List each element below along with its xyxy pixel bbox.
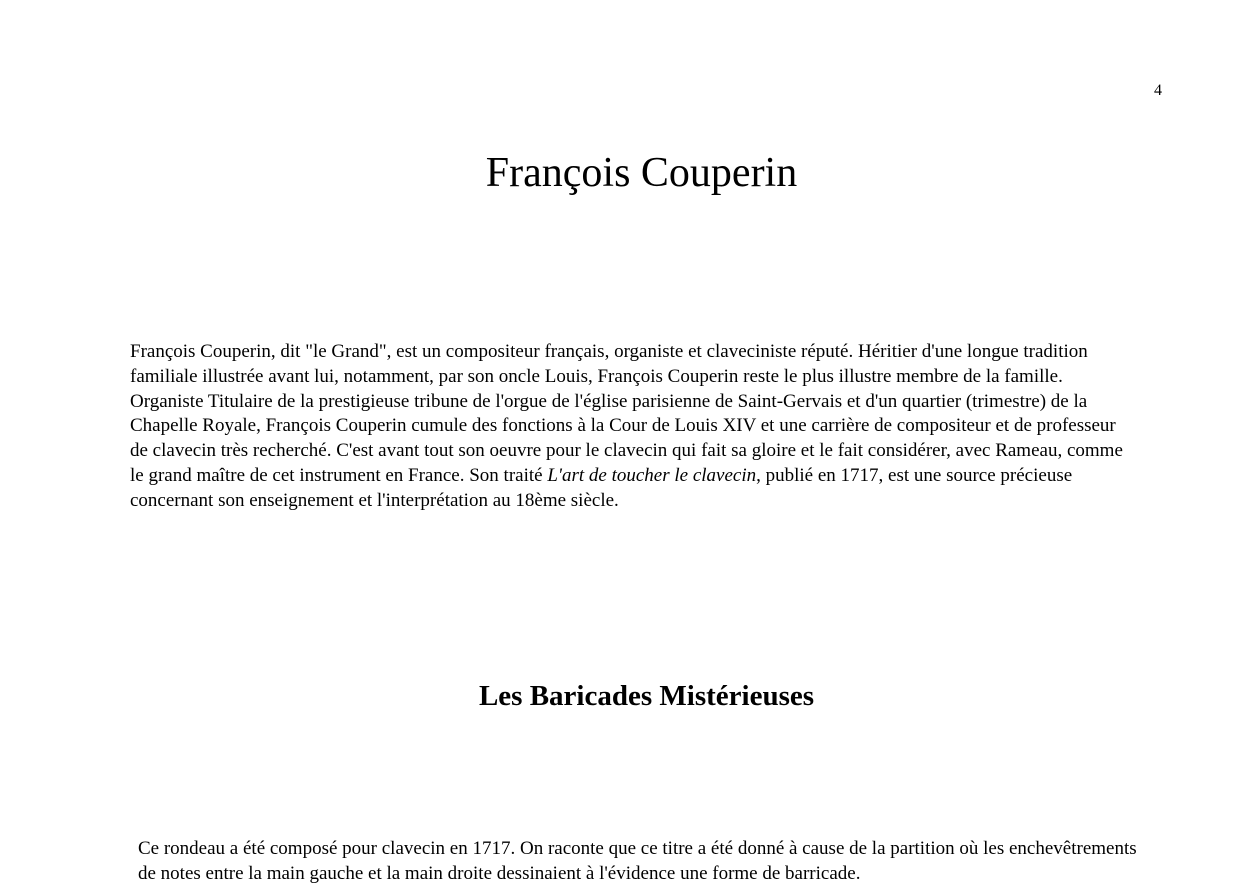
biography-paragraph — [130, 340, 1136, 514]
treatise-title: L'art de toucher le clavecin — [547, 464, 757, 486]
biography-text: François Couperin, dit "le Grand", est un compositeur français, organiste et claveciniste réputé. Héritier d'une longue tradition familiale illustrée avant lui, notamment, par son oncle Louis, François Couperin reste le plus illustre membre de la famille. Organiste Titulaire de la prestigieuse tribune de l'orgue de l'église parisienne de Saint-Gervais et d'un quartier (trimestre) de la Chapelle Royale, François Couperin cumule des fonctions à la Cour de Louis XIV et une carrière de compositeur et de professeur de clavecin très recherché. C'est avant tout son oeuvre pour le clavecin qui fait sa gloire et le fait considérer, avec Rameau, comme le grand maître de cet instrument en France. Son traité — [130, 341, 1123, 486]
rondeau-paragraph: Ce rondeau a été composé pour clavecin en 1717. On raconte que ce titre a été donné à cause de la partition où les enchevêtrements de notes entre la main gauche et la main droite dessinaient à l'évidence une forme de barricade. — [138, 838, 1137, 884]
biography-text-end: , publié en 1717, est une source précieuse concernant son enseignement et l'interprétation au 18ème siècle. — [130, 464, 1073, 511]
page-title: François Couperin — [485, 150, 798, 196]
section-heading: Les Baricades Mistérieuses — [478, 680, 815, 712]
page-number: 4 — [1154, 82, 1162, 99]
